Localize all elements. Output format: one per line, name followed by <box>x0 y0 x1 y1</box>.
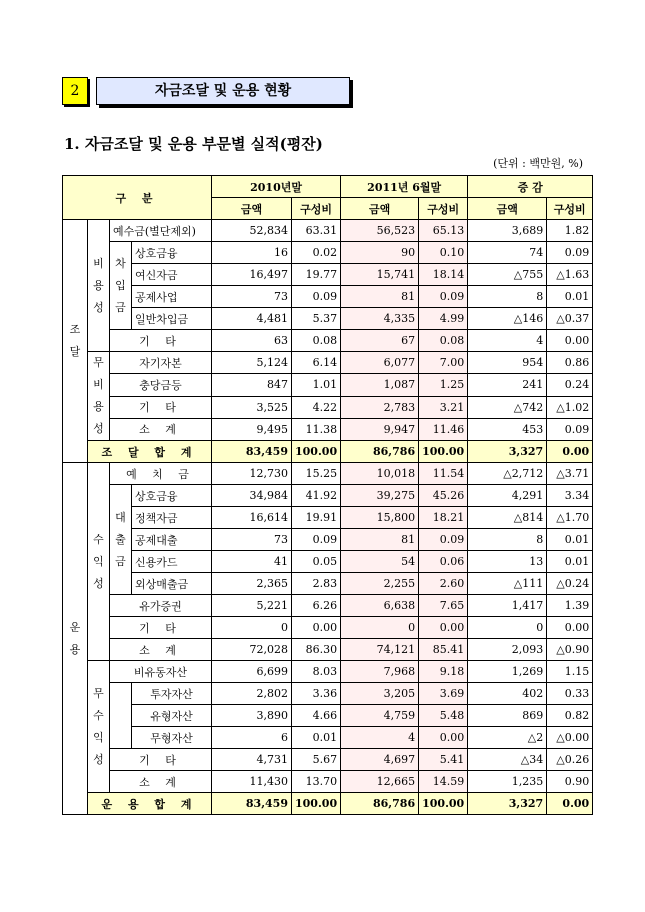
cell-ratio-2011: 5.41 <box>419 749 468 771</box>
cell-amount-change: 3,689 <box>468 220 547 242</box>
cell-amount-change: △742 <box>468 396 547 418</box>
cell-amount-2010: 73 <box>212 286 292 308</box>
cell-amount-2010: 63 <box>212 330 292 352</box>
table-row <box>63 220 593 242</box>
row-label: 자기자본 <box>110 352 212 374</box>
cell-amount-2011: 74,121 <box>341 639 419 661</box>
row-label: 유형자산 <box>132 705 212 727</box>
table-row <box>63 286 593 308</box>
header-amount: 금액 <box>341 198 419 220</box>
cell-amount-2010: 16 <box>212 242 292 264</box>
cell-amount-2010: 4,481 <box>212 308 292 330</box>
table-row <box>63 441 593 463</box>
cell-ratio-2011: 4.99 <box>419 308 468 330</box>
page-subtitle: 1. 자금조달 및 운용 부문별 실적(평잔) <box>64 135 323 153</box>
group-label-mubiyong: 무 비 용 성 <box>88 352 110 441</box>
cell-ratio-2011: 11.54 <box>419 463 468 485</box>
row-label: 공제대출 <box>132 529 212 551</box>
cell-amount-2011: 2,783 <box>341 396 419 418</box>
cell-amount-2010: 11,430 <box>212 771 292 793</box>
cell-amount-2011: 2,255 <box>341 573 419 595</box>
row-label: 기 타 <box>110 617 212 639</box>
cell-amount-change: 13 <box>468 551 547 573</box>
table-row <box>63 705 593 727</box>
section-title: 자금조달 및 운용 현황 <box>96 77 350 105</box>
cell-ratio-2010: 0.05 <box>292 551 341 573</box>
cell-ratio-2011: 0.09 <box>419 529 468 551</box>
cell-ratio-2010: 63.31 <box>292 220 341 242</box>
cell-ratio-2010: 0.00 <box>292 617 341 639</box>
cell-amount-2011: 81 <box>341 529 419 551</box>
table-row <box>63 463 593 485</box>
cell-ratio-2011: 7.00 <box>419 352 468 374</box>
cell-amount-2010: 6,699 <box>212 661 292 683</box>
cell-amount-2011: 86,786 <box>341 441 419 463</box>
cell-amount-change: 3,327 <box>468 441 547 463</box>
row-label: 여신자금 <box>132 264 212 286</box>
cell-amount-2010: 5,221 <box>212 595 292 617</box>
cell-ratio-change: △3.71 <box>547 463 593 485</box>
row-label: 유가증권 <box>110 595 212 617</box>
cell-ratio-2010: 8.03 <box>292 661 341 683</box>
cell-amount-2010: 5,124 <box>212 352 292 374</box>
table-row <box>63 683 593 705</box>
cell-amount-change: △111 <box>468 573 547 595</box>
cell-amount-2010: 0 <box>212 617 292 639</box>
cell-ratio-change: 1.15 <box>547 661 593 683</box>
cell-amount-2010: 52,834 <box>212 220 292 242</box>
cell-ratio-change: 0.86 <box>547 352 593 374</box>
cell-amount-change: △755 <box>468 264 547 286</box>
cell-amount-2010: 16,497 <box>212 264 292 286</box>
table-row <box>63 242 593 264</box>
cell-ratio-change: 0.24 <box>547 374 593 396</box>
cell-amount-2011: 4,335 <box>341 308 419 330</box>
cell-ratio-2011: 18.21 <box>419 507 468 529</box>
cell-amount-2011: 67 <box>341 330 419 352</box>
cell-amount-change: 8 <box>468 286 547 308</box>
cell-ratio-2010: 41.92 <box>292 485 341 507</box>
cell-ratio-2011: 85.41 <box>419 639 468 661</box>
table-row <box>63 330 593 352</box>
cell-amount-2011: 7,968 <box>341 661 419 683</box>
cell-ratio-2011: 5.48 <box>419 705 468 727</box>
cell-ratio-change: △0.24 <box>547 573 593 595</box>
row-label: 소 계 <box>110 418 212 440</box>
cell-amount-2010: 16,614 <box>212 507 292 529</box>
group-label-unyong: 운 용 <box>63 463 88 815</box>
group-label-suik: 수 익 성 <box>88 463 110 661</box>
cell-amount-2011: 6,638 <box>341 595 419 617</box>
group-label-jodal: 조 달 <box>63 220 88 463</box>
cell-ratio-2011: 0.00 <box>419 727 468 749</box>
cell-ratio-2010: 3.36 <box>292 683 341 705</box>
group-label-musuik: 무 수 익 성 <box>88 661 110 793</box>
row-label: 충당금등 <box>110 374 212 396</box>
table-row <box>63 661 593 683</box>
cell-amount-2010: 4,731 <box>212 749 292 771</box>
header-gubun: 구 분 <box>63 176 212 220</box>
cell-amount-change: △146 <box>468 308 547 330</box>
cell-ratio-2011: 3.69 <box>419 683 468 705</box>
cell-ratio-2011: 11.46 <box>419 418 468 440</box>
row-label: 비유동자산 <box>110 661 212 683</box>
cell-ratio-2011: 2.60 <box>419 573 468 595</box>
row-label: 정책자금 <box>132 507 212 529</box>
group-label-chaip: 차 입 금 <box>110 242 132 330</box>
row-label: 상호금융 <box>132 485 212 507</box>
cell-ratio-change: 0.00 <box>547 793 593 815</box>
cell-ratio-2011: 65.13 <box>419 220 468 242</box>
cell-ratio-2010: 6.26 <box>292 595 341 617</box>
cell-amount-change: 3,327 <box>468 793 547 815</box>
cell-amount-2011: 81 <box>341 286 419 308</box>
cell-ratio-2010: 15.25 <box>292 463 341 485</box>
row-label: 투자자산 <box>132 683 212 705</box>
table-row <box>63 639 593 661</box>
cell-ratio-change: 0.00 <box>547 330 593 352</box>
header-2010: 2010년말 <box>212 176 341 198</box>
header-ratio: 구성비 <box>419 198 468 220</box>
cell-amount-2011: 12,665 <box>341 771 419 793</box>
cell-ratio-change: 0.09 <box>547 418 593 440</box>
cell-ratio-change: △0.00 <box>547 727 593 749</box>
header-amount: 금액 <box>212 198 292 220</box>
cell-amount-change: 402 <box>468 683 547 705</box>
group-label-biyong: 비 용 성 <box>88 220 110 352</box>
cell-amount-2011: 15,800 <box>341 507 419 529</box>
header-ratio: 구성비 <box>292 198 341 220</box>
cell-ratio-change: 0.33 <box>547 683 593 705</box>
cell-amount-2011: 9,947 <box>341 418 419 440</box>
row-label: 기 타 <box>110 330 212 352</box>
cell-ratio-2010: 6.14 <box>292 352 341 374</box>
cell-amount-2011: 3,205 <box>341 683 419 705</box>
cell-ratio-change: △1.02 <box>547 396 593 418</box>
cell-amount-change: 869 <box>468 705 547 727</box>
cell-amount-change: 0 <box>468 617 547 639</box>
cell-ratio-change: 0.01 <box>547 529 593 551</box>
cell-amount-2010: 83,459 <box>212 793 292 815</box>
cell-amount-change: △2 <box>468 727 547 749</box>
cell-amount-change: 4,291 <box>468 485 547 507</box>
cell-ratio-2010: 1.01 <box>292 374 341 396</box>
performance-table <box>62 175 593 815</box>
indent-cell <box>110 683 132 749</box>
header-2011: 2011년 6월말 <box>341 176 468 198</box>
cell-amount-2011: 90 <box>341 242 419 264</box>
cell-ratio-2010: 4.66 <box>292 705 341 727</box>
header-change: 증 감 <box>468 176 593 198</box>
cell-ratio-change: △0.37 <box>547 308 593 330</box>
cell-amount-change: 4 <box>468 330 547 352</box>
group-label-daechul: 대 출 금 <box>110 485 132 595</box>
cell-ratio-change: △0.26 <box>547 749 593 771</box>
cell-amount-change: 1,235 <box>468 771 547 793</box>
cell-ratio-2011: 100.00 <box>419 793 468 815</box>
row-label: 공제사업 <box>132 286 212 308</box>
cell-amount-2011: 4 <box>341 727 419 749</box>
row-label: 기 타 <box>110 396 212 418</box>
cell-amount-2011: 4,759 <box>341 705 419 727</box>
cell-amount-2010: 3,890 <box>212 705 292 727</box>
row-label: 기 타 <box>110 749 212 771</box>
cell-ratio-2010: 100.00 <box>292 441 341 463</box>
cell-ratio-change: 3.34 <box>547 485 593 507</box>
cell-ratio-change: 0.90 <box>547 771 593 793</box>
cell-amount-2010: 41 <box>212 551 292 573</box>
table-row <box>63 485 593 507</box>
cell-ratio-2011: 14.59 <box>419 771 468 793</box>
table-row <box>63 396 593 418</box>
cell-ratio-2010: 2.83 <box>292 573 341 595</box>
cell-ratio-2010: 0.08 <box>292 330 341 352</box>
cell-amount-change: 1,269 <box>468 661 547 683</box>
cell-ratio-2010: 100.00 <box>292 793 341 815</box>
cell-ratio-2010: 19.77 <box>292 264 341 286</box>
cell-amount-change: 74 <box>468 242 547 264</box>
row-label: 소 계 <box>110 639 212 661</box>
cell-ratio-2010: 0.09 <box>292 529 341 551</box>
row-label: 상호금융 <box>132 242 212 264</box>
cell-amount-2010: 34,984 <box>212 485 292 507</box>
cell-amount-2011: 1,087 <box>341 374 419 396</box>
cell-amount-change: 241 <box>468 374 547 396</box>
cell-amount-change: 954 <box>468 352 547 374</box>
cell-ratio-2010: 0.09 <box>292 286 341 308</box>
row-label: 예수금(별단제외) <box>110 220 212 242</box>
table-row <box>63 771 593 793</box>
cell-amount-2010: 12,730 <box>212 463 292 485</box>
cell-ratio-2010: 86.30 <box>292 639 341 661</box>
cell-ratio-2011: 0.08 <box>419 330 468 352</box>
row-label: 조 달 합 계 <box>88 441 212 463</box>
cell-amount-2011: 39,275 <box>341 485 419 507</box>
row-label: 소 계 <box>110 771 212 793</box>
cell-amount-change: 2,093 <box>468 639 547 661</box>
cell-ratio-change: △0.90 <box>547 639 593 661</box>
cell-ratio-change: △1.63 <box>547 264 593 286</box>
cell-ratio-2010: 0.01 <box>292 727 341 749</box>
table-row <box>63 793 593 815</box>
cell-amount-2010: 3,525 <box>212 396 292 418</box>
cell-ratio-2010: 13.70 <box>292 771 341 793</box>
cell-ratio-change: 0.82 <box>547 705 593 727</box>
table-row <box>63 308 593 330</box>
cell-ratio-2011: 0.09 <box>419 286 468 308</box>
unit-note: (단위 : 백만원, %) <box>493 157 583 170</box>
cell-amount-2010: 6 <box>212 727 292 749</box>
cell-ratio-2011: 18.14 <box>419 264 468 286</box>
cell-amount-2011: 86,786 <box>341 793 419 815</box>
cell-ratio-change: 1.82 <box>547 220 593 242</box>
cell-amount-2010: 847 <box>212 374 292 396</box>
row-label: 일반차입금 <box>132 308 212 330</box>
cell-ratio-2010: 5.67 <box>292 749 341 771</box>
cell-ratio-2010: 19.91 <box>292 507 341 529</box>
cell-ratio-change: 0.00 <box>547 617 593 639</box>
header-amount: 금액 <box>468 198 547 220</box>
table-row <box>63 529 593 551</box>
cell-amount-2010: 2,365 <box>212 573 292 595</box>
cell-amount-2011: 54 <box>341 551 419 573</box>
cell-amount-change: △814 <box>468 507 547 529</box>
table-row <box>63 595 593 617</box>
table-row <box>63 264 593 286</box>
table-row <box>63 573 593 595</box>
table-row <box>63 551 593 573</box>
cell-amount-2010: 2,802 <box>212 683 292 705</box>
cell-amount-change: 453 <box>468 418 547 440</box>
cell-amount-2011: 4,697 <box>341 749 419 771</box>
cell-ratio-change: 0.01 <box>547 286 593 308</box>
table-row <box>63 617 593 639</box>
cell-amount-2010: 83,459 <box>212 441 292 463</box>
cell-ratio-2011: 45.26 <box>419 485 468 507</box>
row-label: 신용카드 <box>132 551 212 573</box>
cell-ratio-2010: 11.38 <box>292 418 341 440</box>
header-row-1 <box>63 176 593 198</box>
cell-ratio-change: 0.09 <box>547 242 593 264</box>
cell-amount-2011: 10,018 <box>341 463 419 485</box>
cell-ratio-2011: 9.18 <box>419 661 468 683</box>
cell-ratio-change: 0.01 <box>547 551 593 573</box>
cell-ratio-2011: 0.10 <box>419 242 468 264</box>
cell-amount-change: △2,712 <box>468 463 547 485</box>
cell-ratio-change: 0.00 <box>547 441 593 463</box>
cell-amount-change: 1,417 <box>468 595 547 617</box>
cell-ratio-2011: 1.25 <box>419 374 468 396</box>
cell-amount-2010: 72,028 <box>212 639 292 661</box>
table-row <box>63 507 593 529</box>
cell-amount-change: △34 <box>468 749 547 771</box>
row-label: 예 치 금 <box>110 463 212 485</box>
table-row <box>63 727 593 749</box>
row-label: 외상매출금 <box>132 573 212 595</box>
cell-ratio-2011: 0.06 <box>419 551 468 573</box>
cell-ratio-change: △1.70 <box>547 507 593 529</box>
cell-amount-2011: 0 <box>341 617 419 639</box>
header-ratio: 구성비 <box>547 198 593 220</box>
row-label: 무형자산 <box>132 727 212 749</box>
cell-amount-change: 8 <box>468 529 547 551</box>
table-row <box>63 374 593 396</box>
cell-ratio-change: 1.39 <box>547 595 593 617</box>
row-label: 운 용 합 계 <box>88 793 212 815</box>
cell-ratio-2010: 0.02 <box>292 242 341 264</box>
cell-amount-2011: 6,077 <box>341 352 419 374</box>
table-row <box>63 352 593 374</box>
cell-ratio-2011: 0.00 <box>419 617 468 639</box>
cell-ratio-2011: 100.00 <box>419 441 468 463</box>
cell-ratio-2011: 7.65 <box>419 595 468 617</box>
cell-amount-2011: 15,741 <box>341 264 419 286</box>
table-row <box>63 749 593 771</box>
cell-ratio-2010: 5.37 <box>292 308 341 330</box>
cell-amount-2010: 9,495 <box>212 418 292 440</box>
section-number: 2 <box>62 77 88 105</box>
cell-ratio-2010: 4.22 <box>292 396 341 418</box>
table-row <box>63 418 593 440</box>
cell-amount-2010: 73 <box>212 529 292 551</box>
cell-amount-2011: 56,523 <box>341 220 419 242</box>
cell-ratio-2011: 3.21 <box>419 396 468 418</box>
